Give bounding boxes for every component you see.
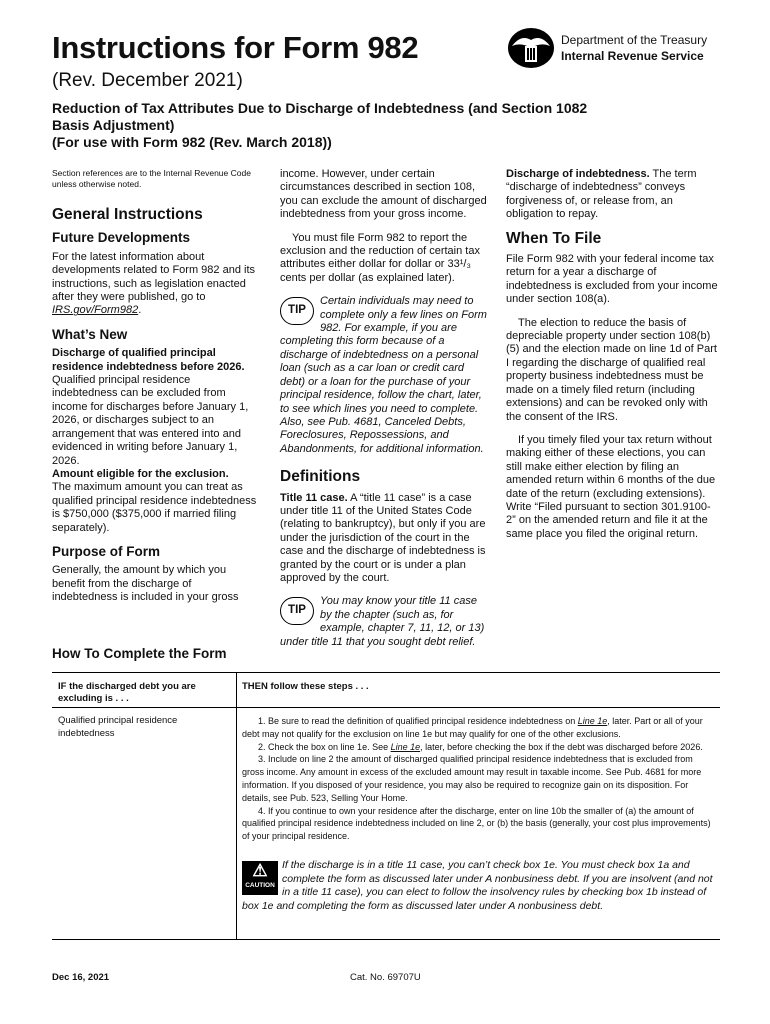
subtitle-line-1: Reduction of Tax Attributes Due to Discharge of Indebtedness (and Section 1082: [52, 100, 588, 116]
table-header-then: THEN follow these steps . . .: [242, 681, 369, 692]
step-1: [242, 715, 716, 741]
subtitle-line-3: (For use with Form 982 (Rev. March 2018)): [52, 134, 332, 150]
subtitle-line-2: Basis Adjustment): [52, 117, 175, 133]
tip-icon: TIP: [280, 297, 314, 325]
whats-new-heading: What’s New: [52, 326, 128, 342]
when-to-file-heading: When To File: [506, 229, 602, 247]
tip-icon: TIP: [280, 597, 314, 625]
step-3: 3. Include on line 2 the amount of discharged qualified principal residence indebtedness that is excluded from gross income. Any amount in excess of the excluded amount may result in taxable income. See Pub. 4681 for more information. If you disposed of your residence, you may also be required to recognize gain on its disposition. For details, see Pub. 523, Selling Your Home.: [242, 754, 702, 803]
whats-new-text: [52, 347, 258, 535]
document-title: Instructions for Form 982: [52, 30, 419, 65]
discharge-body: The term “discharge of indebtedness” conveys forgiveness of, or release from, an obligation to repay.: [506, 168, 697, 221]
title-11-case-body: A “title 11 case” is a case under title 11 of the United States Code (relating to bankruptcy), but only if you are under the jurisdiction of the court in the case and the discharge of indebtedness is granted by the court or is under a plan approved by the court.: [280, 491, 486, 584]
table-column-divider: [236, 673, 237, 939]
footer-date: Dec 16, 2021: [52, 972, 110, 983]
title-11-case-term: Title 11 case.: [280, 491, 348, 504]
irs-form982-link[interactable]: IRS.gov/Form982: [52, 304, 139, 317]
revision-date: (Rev. December 2021): [52, 70, 243, 91]
whats-new-item-1-title: Discharge of qualified principal residence indebtedness before 2026.: [52, 347, 245, 373]
step-1-text-b: , later. Part or all of your debt may not qualify for the exclusion on line 1e but may qualify for one of the other exclusions.: [242, 716, 703, 739]
caution-note: [242, 859, 716, 913]
must-file-text: You must file Form 982 to report the exclusion and the reduction of certain tax attributes either dollar for dollar or 33¹/₃ cents per dollar (as explained later).: [280, 231, 480, 284]
step-2-text-a: 2. Check the box on line 1e. See: [258, 741, 389, 752]
step-1-text-a: 1. Be sure to read the definition of qualified principal residence indebtedness on: [258, 716, 576, 726]
column-2: [280, 168, 490, 661]
future-developments-heading: Future Developments: [52, 230, 191, 246]
purpose-of-form-heading: Purpose of Form: [52, 543, 161, 559]
how-to-complete-table: [52, 672, 720, 940]
discharge-definition: [506, 168, 720, 222]
section-references-note: Section references are to the Internal Revenue Code unless otherwise noted.: [52, 168, 251, 189]
when-to-file-para-3: If you timely filed your tax return without making either of these elections, you can still make either election by filing an amended return within 6 months of the due date of the return (excluding extensions). Write “Filed pursuant to section 301.9100-2” on the amended return and file it at the same place you filed the original return.: [506, 433, 716, 540]
table-header-if: IF the discharged debt you are excluding is . . .: [58, 681, 196, 704]
general-instructions-heading: General Instructions: [52, 206, 203, 223]
table-row-steps: [242, 715, 716, 843]
catalog-number: Cat. No. 69707U: [350, 972, 421, 983]
how-to-complete-heading: How To Complete the Form: [52, 646, 227, 661]
future-developments-text: For the latest information about developments related to Form 982 and its instructions, such as legislation enacted after they were published, go to IRS.gov/Form982.: [52, 250, 256, 317]
agency-name: Internal Revenue Service: [561, 49, 704, 63]
tip-note-1: [280, 295, 490, 456]
when-to-file-para-2: The election to reduce the basis of depreciable property under section 108(b)(5) and the election made on line 1d of Part I regarding the discharge of qualified real property business indebtedness must be made on a timely filed return (including extensions) and can be revoked only with the consent of the IRS.: [506, 316, 717, 423]
purpose-of-form-text: Generally, the amount by which you benefit from the discharge of indebtedness is included in your gross: [52, 564, 239, 604]
whats-new-item-2-title: Amount eligible for the exclusion.: [52, 467, 229, 480]
step-2: [242, 741, 716, 754]
column-1: [52, 168, 258, 615]
whats-new-item-2-body: The maximum amount you can treat as qualified principal residence indebtedness is $750,000 ($375,000 if married filing separately).: [52, 481, 257, 534]
table-header-divider: [52, 707, 720, 708]
caution-label: CAUTION: [245, 882, 275, 889]
department-name: Department of the Treasury: [561, 33, 708, 47]
tip-note-1-text: Certain individuals may need to complete only a few lines on Form 982. For example, if you are completing this form because of a discharge of indebtedness on a personal loan (such as a car loan or credit card debt) or a loan for the purchase of your principal residence, follow the chart, later, to see which lines you need to complete. Also, see Pub. 4681, Canceled Debts, Foreclosures, Repossessions, and Abandonments, for additional information.: [280, 295, 487, 455]
document-subtitle: [52, 100, 732, 151]
irs-eagle-logo: [506, 26, 556, 70]
title-11-case-definition: [280, 492, 490, 586]
warning-triangle-icon: ⚠: [252, 861, 268, 880]
caution-icon: [242, 861, 278, 895]
tip-note-2-text: You may know your title 11 case by the chapter (such as, for example, chapter 7, 11, 12, or 13) under title 11 that you sought debt relief.: [280, 595, 485, 648]
line-1e-link[interactable]: Line 1e: [390, 741, 421, 752]
discharge-term: Discharge of indebtedness.: [506, 168, 650, 180]
line-1e-link[interactable]: Line 1e: [577, 716, 608, 726]
step-4: 4. If you continue to own your residence after the discharge, enter on line 10b the smaller of (a) the amount of qualified principal residence indebtedness included on line 2, or (b) the basis (generally, your cost plus improvements) of your principal residence.: [242, 805, 711, 842]
purpose-continued-text: income. However, under certain circumstances described in section 108, you can exclude the amount of discharged indebtedness from your gross income.: [280, 168, 487, 221]
column-3: [506, 168, 720, 551]
department-block: [561, 32, 707, 64]
table-row-label: Qualified principal residence indebtedness: [58, 715, 178, 739]
when-to-file-para-1: File Form 982 with your federal income tax return for a year a discharge of indebtedness is excluded from your income under section 108(a).: [506, 253, 718, 306]
step-2-text-b: , later, before checking the box if the debt was discharged before 2026.: [420, 741, 703, 752]
future-developments-body: For the latest information about developments related to Form 982 and its instructions, such as legislation enacted after they were published, go to: [52, 250, 256, 304]
whats-new-item-1-body: Qualified principal residence indebtedness can be excluded from income for discharges before January 1, 2026, or discharges subject to an arrangement that was entered into and evidenced in writing before January 1, 2026.: [52, 374, 249, 467]
definitions-heading: Definitions: [280, 468, 361, 486]
caution-text: If the discharge is in a title 11 case, you can’t check box 1e. You must check box 1a and complete the form as discussed later under A nonbusiness debt. If you are insolvent (and not in a title 11 case), you can elect to follow the insolvency rules by checking box 1b instead of box 1e and completing the form as discussed later under A nonbusiness debt.: [242, 859, 713, 912]
tip-note-2: [280, 595, 490, 649]
